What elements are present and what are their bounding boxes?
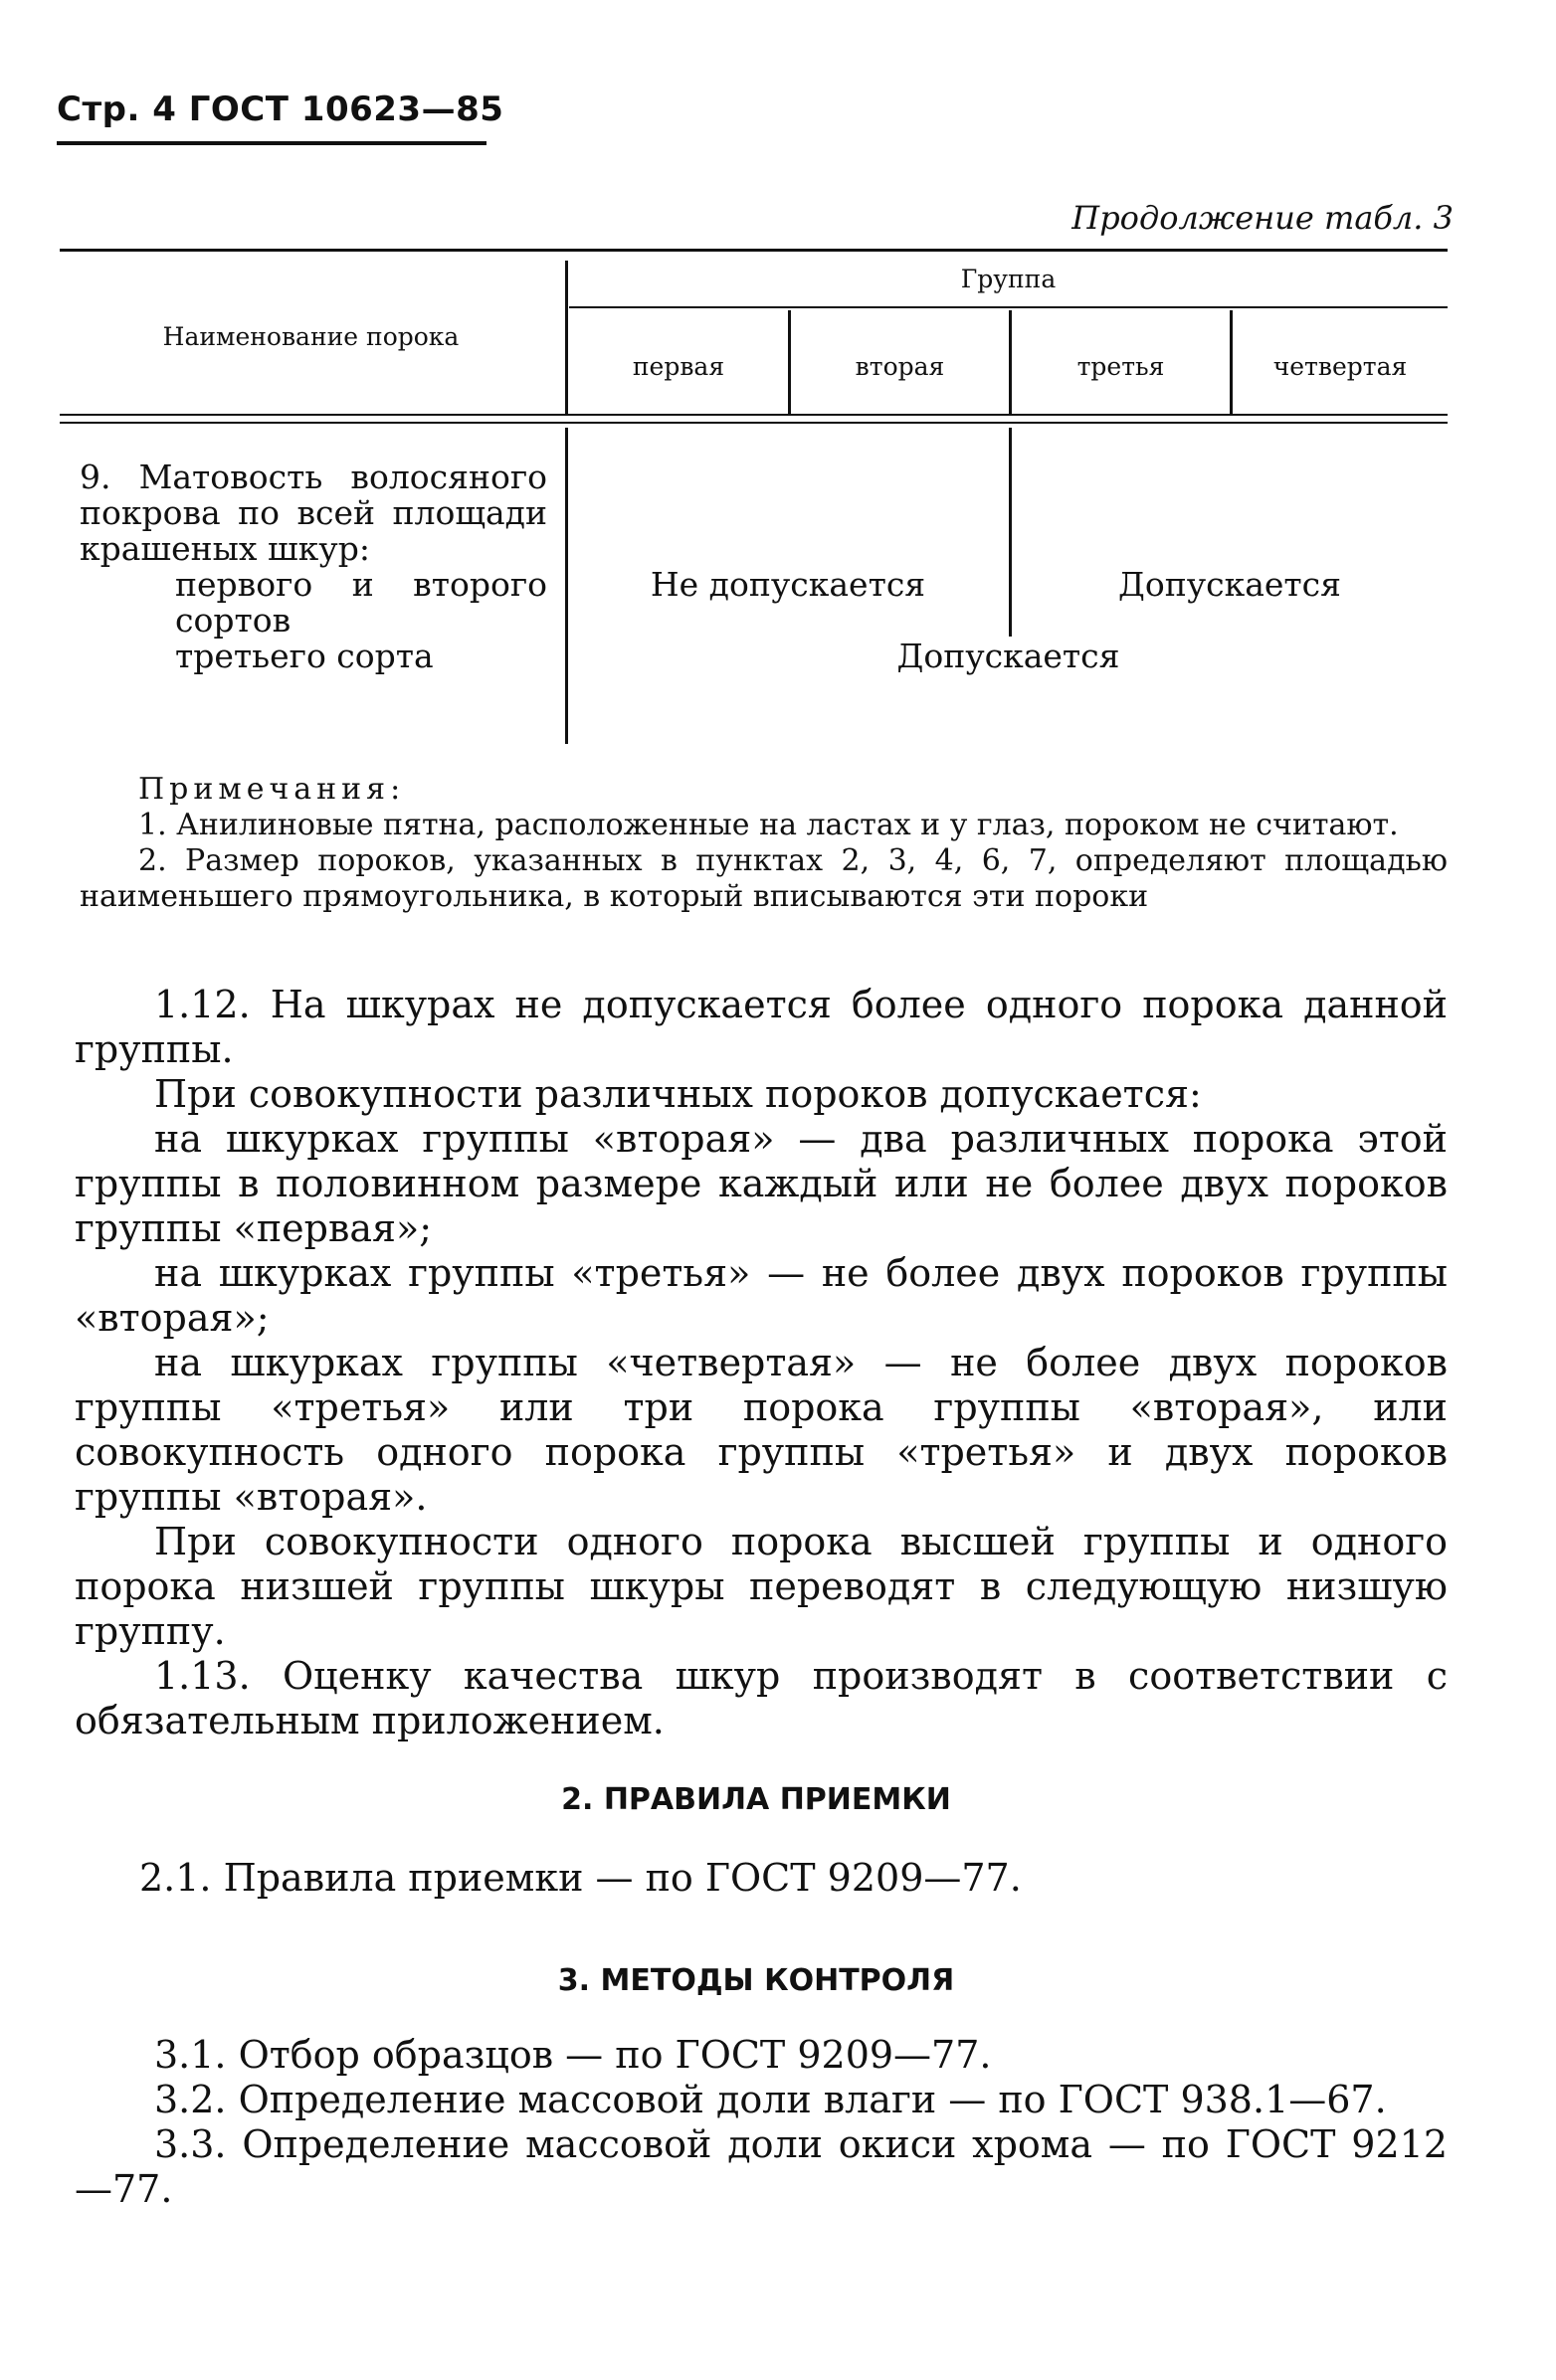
group-rule xyxy=(569,306,1448,308)
row-divider-name xyxy=(565,428,568,744)
paragraph-combination: При совокупности различных пороков допускается: xyxy=(154,1072,1202,1116)
page-header: Стр. 4 ГОСТ 10623—85 xyxy=(57,90,504,129)
paragraph-group-second: на шкурках группы «вторая» — два различных порока этой группы в половинном размере каждый или не более двух пороков группы «первая»; xyxy=(75,1117,1448,1250)
value-not-allowed: Не допускается xyxy=(650,565,926,604)
main-text xyxy=(75,983,1448,1743)
paragraph-1-12: 1.12. На шкурах не допускается более одного порока данной группы. xyxy=(75,983,1448,1071)
defect-title: 9. Матовость волосяного покрова по всей площади крашеных шкур: xyxy=(80,458,547,568)
group-second: вторая xyxy=(855,352,945,381)
paragraph-2-1: 2.1. Правила приемки — по ГОСТ 9209—77. xyxy=(139,1856,1022,1900)
group-third: третья xyxy=(1076,352,1165,381)
column-header-name: Наименование порока xyxy=(162,322,460,351)
value-allowed-all: Допускается xyxy=(896,637,1120,675)
header-bottom-rule-2 xyxy=(60,422,1448,424)
paragraph-group-third: на шкурках группы «третья» — не более двух пороков группы «вторая»; xyxy=(75,1251,1448,1340)
paragraph-1-13: 1.13. Оценку качества шкур производят в соответствии с обязательным приложением. xyxy=(75,1654,1448,1742)
notes-block xyxy=(80,772,1448,915)
note-1: 1. Анилиновые пятна, расположенные на ластах и у глаз, пороком не считают. xyxy=(138,808,1399,842)
table-continuation-label: Продолжение табл. 3 xyxy=(1071,199,1454,237)
row-divider-mid xyxy=(1009,428,1012,637)
table-top-rule xyxy=(60,249,1448,252)
notes-title: Примечания: xyxy=(138,772,406,807)
defect-sub-first-second: первого и второго сортов xyxy=(175,565,547,640)
header-rule xyxy=(57,141,486,145)
group-fourth: четвертая xyxy=(1272,352,1408,381)
header-divider-name xyxy=(565,261,568,414)
section-3-title: 3. МЕТОДЫ КОНТРОЛЯ xyxy=(557,1963,955,1998)
section-3-text xyxy=(75,2033,1448,2212)
paragraph-3-1: 3.1. Отбор образцов — по ГОСТ 9209—77. xyxy=(154,2033,992,2077)
value-allowed: Допускается xyxy=(1118,565,1341,604)
column-header-group: Группа xyxy=(960,265,1057,293)
note-2: 2. Размер пороков, указанных в пунктах 2, 3, 4, 6, 7, определяют площадью наименьшего прямоугольника, в который вписываются эти пороки xyxy=(80,843,1448,914)
defect-sub-third: третьего сорта xyxy=(175,637,434,675)
paragraph-3-2: 3.2. Определение массовой доли влаги — по ГОСТ 938.1—67. xyxy=(154,2078,1387,2121)
section-2-title: 2. ПРАВИЛА ПРИЕМКИ xyxy=(561,1782,951,1817)
paragraph-3-3: 3.3. Определение массовой доли окиси хрома — по ГОСТ 9212—77. xyxy=(75,2122,1448,2211)
paragraph-higher-lower: При совокупности одного порока высшей группы и одного порока низшей группы шкуры переводят в следующую низшую группу. xyxy=(75,1520,1448,1653)
paragraph-group-fourth: на шкурках группы «четвертая» — не более двух пороков группы «третья» или три порока группы «вторая», или совокупность одного порока группы «третья» и двух пороков группы «вторая». xyxy=(75,1341,1448,1519)
header-bottom-rule-1 xyxy=(60,414,1448,416)
group-first: первая xyxy=(632,352,725,381)
